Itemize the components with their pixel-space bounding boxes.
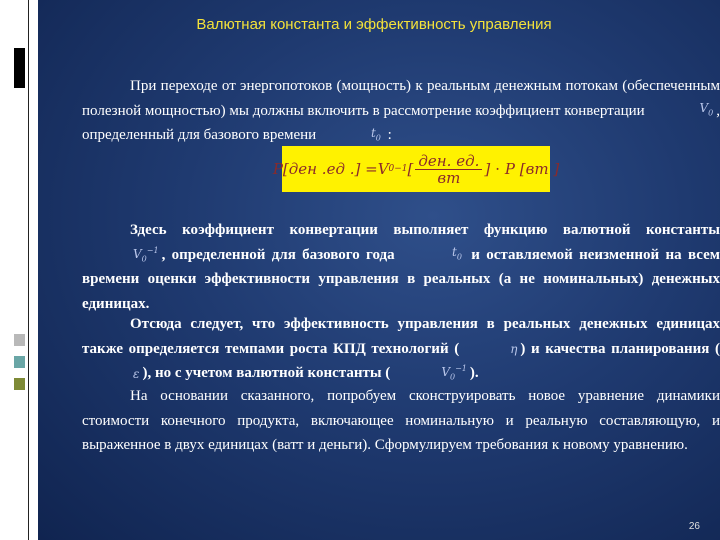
slide-title: Валютная константа и эффективность управления — [196, 16, 552, 33]
paragraph3-text-c: ), но с учетом валютной константы ( — [142, 365, 391, 381]
page-number: 26 — [688, 521, 700, 532]
t0-symbol-2: $t_0$ — [452, 245, 462, 262]
decor-bar-gray-icon — [14, 334, 25, 346]
conversion-formula: P[ден .ед .] = V 0 −1 [ $\frac{\text{ден. ед.}}{вт}$ ] ⋅ P [вт ] — [272, 151, 560, 187]
v0-inverse-symbol: $V_0^{-1}$ — [133, 245, 159, 264]
paragraph2-text-b: , определенной для базового года — [161, 246, 395, 263]
paragraph3-text-b: ) и качества планирования ( — [520, 340, 720, 357]
left-decorative-strip — [0, 0, 38, 540]
paragraph-energy-flows — [82, 74, 720, 148]
epsilon-symbol: ε — [133, 366, 140, 381]
paragraph3-text-d: ). — [469, 365, 479, 381]
paragraph2-text-a: Здесь коэффициент конвертации выполняет функцию валютной константы — [130, 222, 720, 238]
decor-bar-teal-icon — [14, 356, 25, 368]
content-panel — [38, 0, 720, 540]
divider-line — [28, 0, 29, 540]
decor-bar-black-icon — [14, 48, 25, 88]
paragraph-currency-constant — [82, 218, 720, 316]
paragraph2-text-c: и оставляемой неизменной на всем времени оценки эффективности управления в реальных (а не номинальных) денежных единицах. — [82, 246, 720, 312]
paragraph-new-equation: На основании сказанного, попробуем сконструировать новое уравнение динамики стоимости конечного продукта, включающее номинальную и реальную составляющую, и выраженное в двух единицах (ватт и деньги). Сформулируем требования к новому уравнению. — [82, 388, 720, 453]
paragraph3-text-a: Отсюда следует, что эффективность управления в реальных денежных единицах также определяется темпами роста КПД технологий ( — [82, 316, 720, 357]
paragraph-efficiency — [82, 312, 720, 386]
t0-symbol: $t_0$ — [370, 125, 381, 143]
v0-inverse-symbol-2: $V_0^{-1}$ — [441, 364, 467, 382]
paragraph1-text-b: , определенный для базового времени — [82, 102, 720, 143]
formula-box — [272, 146, 560, 192]
paragraph1-text-a: При переходе от энергопотоков (мощность) к реальным денежным потокам (обеспеченным полезной мощностью) мы должны включить в рассмотрение коэффициент конвертации — [82, 78, 720, 119]
paragraph1-text-c: : — [387, 127, 392, 143]
decor-bar-olive-icon — [14, 378, 25, 390]
eta-symbol: η — [510, 342, 518, 357]
formula-fraction: $\frac{\text{ден. ед.}}{вт}$ — [415, 153, 482, 186]
v0-symbol: $V_0$ — [699, 101, 714, 118]
